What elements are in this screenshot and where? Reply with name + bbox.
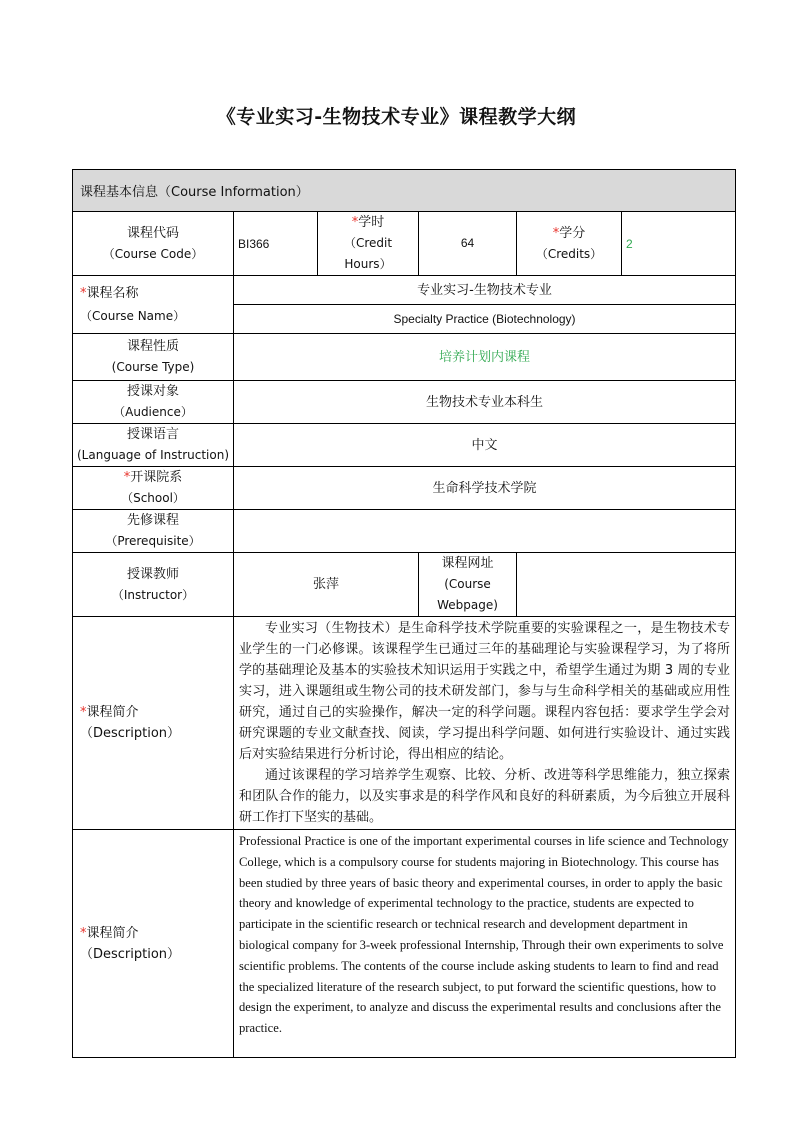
credit-hours-label: *学时 （Credit Hours） [318,212,419,276]
course-type-label: 课程性质 (Course Type) [73,334,234,381]
course-name-en: Specialty Practice (Biotechnology) [234,305,736,334]
section-header: 课程基本信息（Course Information） [73,170,736,212]
course-type-value: 培养计划内课程 [234,334,736,381]
audience-label: 授课对象 （Audience） [73,381,234,424]
webpage-value [517,553,736,617]
course-code-label: 课程代码 （Course Code） [73,212,234,276]
credit-hours-value: 64 [419,212,517,276]
audience-value: 生物技术专业本科生 [234,381,736,424]
instructor-value: 张萍 [234,553,419,617]
webpage-label: 课程网址 (Course Webpage) [419,553,517,617]
description-cn-text [234,617,736,830]
language-value: 中文 [234,424,736,467]
description-en-label: *课程简介（Description） [73,830,234,1058]
credits-value: 2 [622,212,736,276]
school-value: 生命科学技术学院 [234,467,736,510]
course-name-cn: 专业实习-生物技术专业 [234,276,736,305]
description-cn-para1: 专业实习（生物技术）是生命科学技术学院重要的实验课程之一，是生物技术专业学生的一门必修课。该课程学生已通过三年的基础理论与实验课程学习，为了将所学的基础理论及基本的实验技术知识运用于实践之中，希望学生通过为期 3 周的专业实习，进入课题组或生物公司的技术研发部门，参与与生命科学相关的基础或应用性研究，通过自己的实验操作，解决一定的科学问题。课程内容包括：要求学生学会对研究课题的专业文献查找、阅读，学习提出科学问题、如何进行实验设计、通过实践后对实验结果进行分析讨论，得出相应的结论。 [239,621,731,762]
prerequisite-value [234,510,736,553]
instructor-label: 授课教师 （Instructor） [73,553,234,617]
course-name-label: *课程名称 （Course Name） [73,276,234,334]
page-title: 《专业实习-生物技术专业》课程教学大纲 [216,106,577,128]
credits-label: *学分 （Credits） [517,212,622,276]
prerequisite-label: 先修课程 （Prerequisite） [73,510,234,553]
course-code-value: BI366 [234,212,318,276]
description-cn-label: *课程简介（Description） [73,617,234,830]
description-cn-para2: 通过该课程的学习培养学生观察、比较、分析、改进等科学思维能力，独立探索和团队合作的能力，以及实事求是的科学作风和良好的科研素质，为今后独立开展科研工作打下坚实的基础。 [239,768,731,825]
course-info-table [72,169,736,1058]
description-en-text: Professional Practice is one of the important experimental courses in life science and Technology College, which is a compulsory course for students majoring in Biotechnology. This course has been studied by three years of basic theory and experimental courses, in order to apply the basic theory and knowledge of experimental technology to the practice, students are expected to participate in the scientific research or technical research and development department in biological company for 3-week professional Internship, Through their own experiments to solve scientific problems. The contents of the course include asking students to learn to find and read the specialized literature of the research subject, to put forward the scientific questions, how to design the experiment, to analyze and discuss the experimental results and conclusions after the practice. [234,830,736,1058]
language-label: 授课语言 (Language of Instruction) [73,424,234,467]
school-label: *开课院系 （School） [73,467,234,510]
